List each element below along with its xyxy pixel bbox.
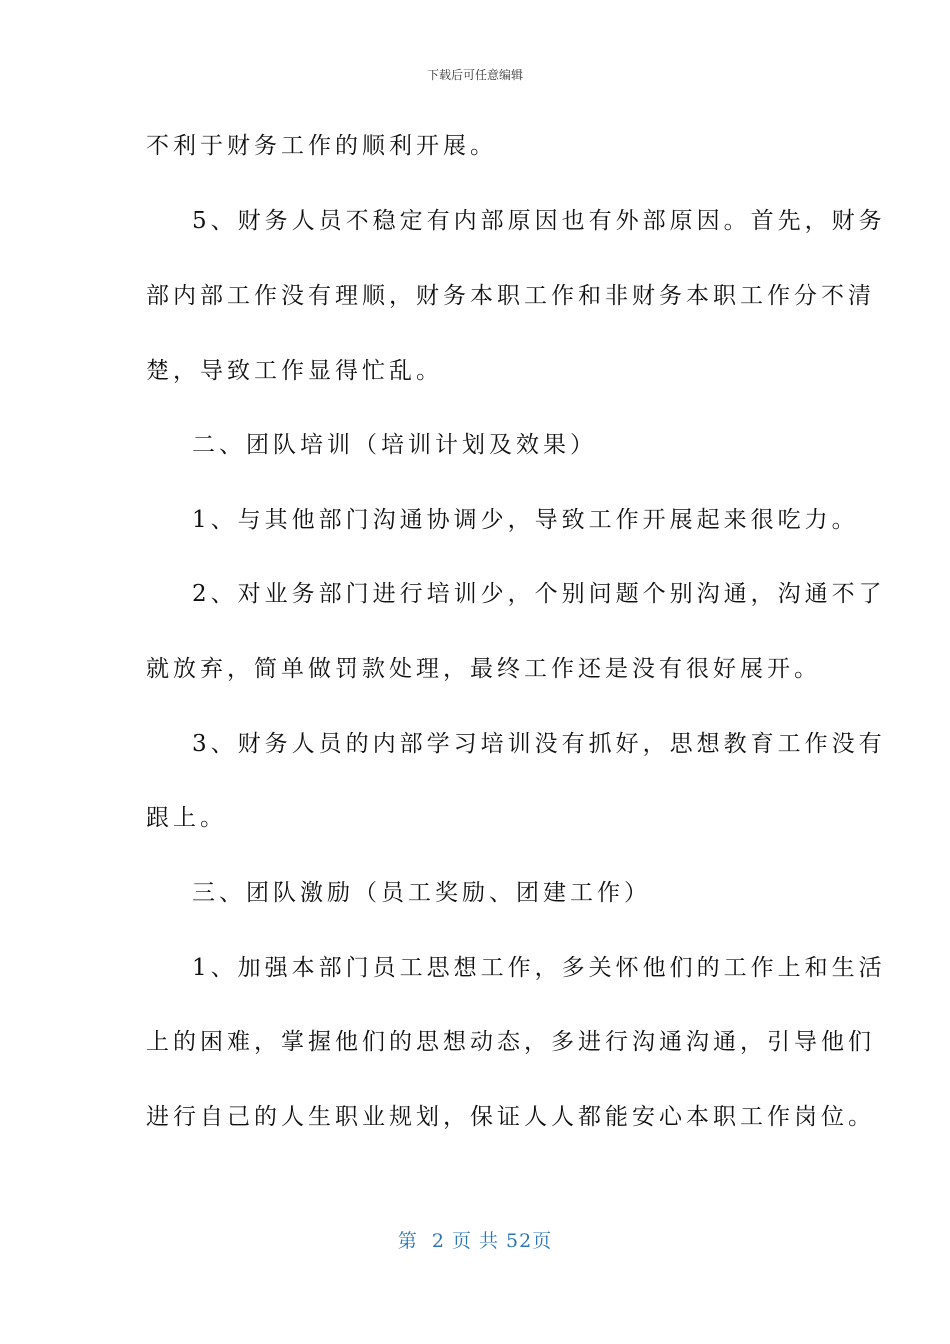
text-line: 部内部工作没有理顺，财务本职工作和非财务本职工作分不清 — [146, 283, 875, 309]
text-line: 1、加强本部门员工思想工作，多关怀他们的工作上和生活 — [192, 955, 886, 981]
text-line: 1、与其他部门沟通协调少，导致工作开展起来很吃力。 — [192, 507, 859, 533]
text-line: 2、对业务部门进行培训少，个别问题个别沟通，沟通不了 — [192, 581, 886, 607]
text-line: 就放弃，简单做罚款处理，最终工作还是没有很好展开。 — [146, 656, 821, 682]
text-line: 3、财务人员的内部学习培训没有抓好，思想教育工作没有 — [192, 731, 886, 757]
page-number-footer: 第 2 页 共 52页 — [397, 1230, 553, 1252]
text-line: 楚，导致工作显得忙乱。 — [146, 358, 443, 384]
page-header: 下载后可任意编辑 — [426, 68, 523, 82]
section-heading: 三、团队激励（员工奖励、团建工作） — [192, 880, 651, 906]
text-line: 上的困难，掌握他们的思想动态，多进行沟通沟通，引导他们 — [146, 1029, 875, 1055]
text-line: 跟上。 — [146, 805, 227, 831]
text-line: 5、财务人员不稳定有内部原因也有外部原因。首先，财务 — [192, 208, 886, 234]
section-heading: 二、团队培训（培训计划及效果） — [192, 432, 597, 458]
text-line: 进行自己的人生职业规划，保证人人都能安心本职工作岗位。 — [146, 1104, 875, 1130]
text-line: 不利于财务工作的顺利开展。 — [146, 133, 497, 159]
